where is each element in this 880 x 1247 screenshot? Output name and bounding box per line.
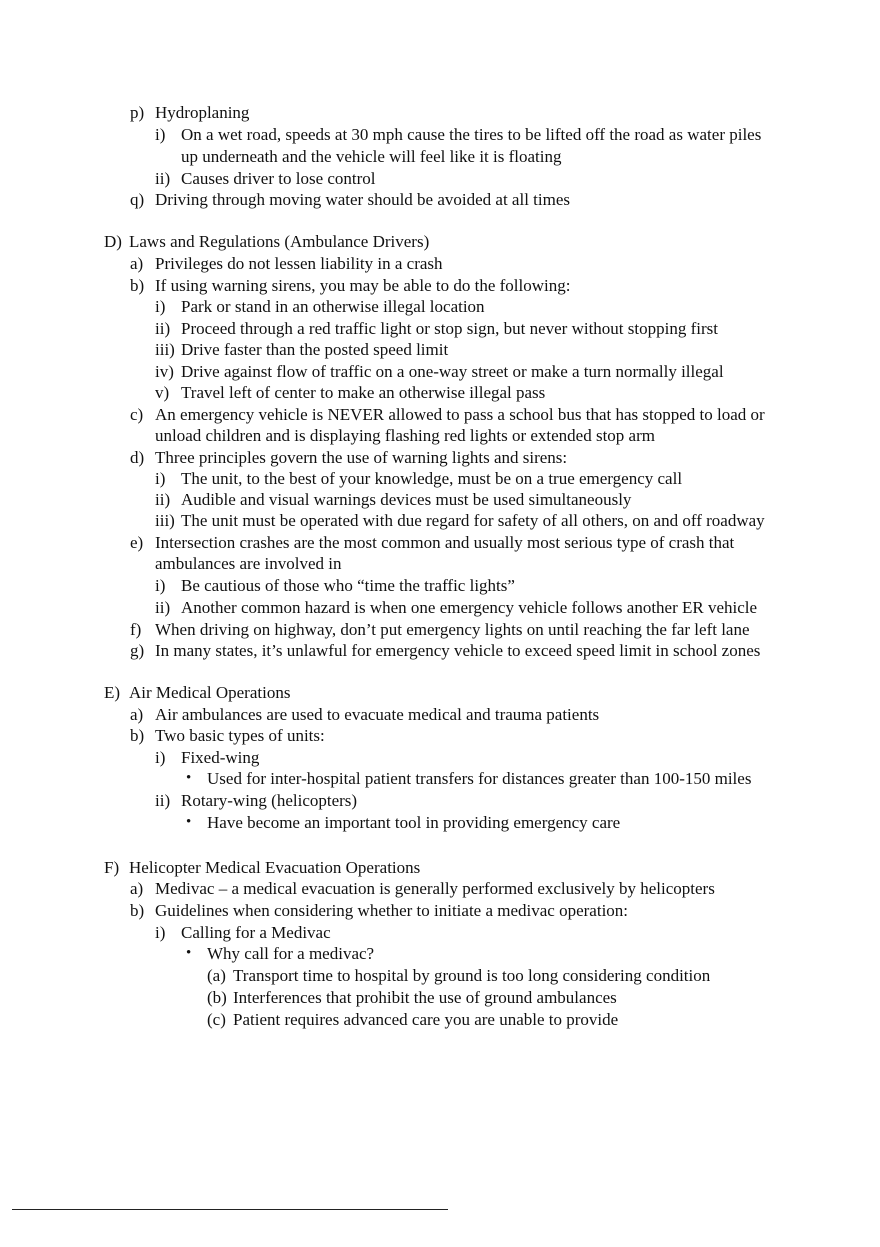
outline-text: Air ambulances are used to evacuate medical and trauma patients — [155, 705, 600, 724]
outline-marker: a) — [130, 705, 144, 724]
outline-marker: ii) — [155, 490, 171, 509]
outline-text: The unit must be operated with due regard for safety of all others, on and off roadway — [181, 511, 765, 530]
outline-marker: D) — [104, 232, 122, 251]
outline-marker: ii) — [155, 169, 171, 188]
bullet-marker: • — [186, 945, 192, 961]
outline-marker: i) — [155, 125, 166, 144]
outline-marker: i) — [155, 576, 166, 595]
outline-text: Air Medical Operations — [129, 683, 291, 702]
outline-text: Three principles govern the use of warning lights and sirens: — [155, 448, 568, 467]
outline-text: Interferences that prohibit the use of ground ambulances — [233, 988, 617, 1007]
outline-text: Fixed-wing — [181, 748, 260, 767]
outline-marker: iv) — [155, 362, 174, 381]
outline-marker: b) — [130, 726, 145, 745]
outline-text: Used for inter-hospital patient transfers for distances greater than 100-150 miles — [207, 769, 752, 788]
outline-marker: (b) — [207, 988, 227, 1007]
outline-marker: (a) — [207, 966, 226, 985]
outline-text: Causes driver to lose control — [181, 169, 376, 188]
outline-marker: d) — [130, 448, 145, 467]
outline-text: In many states, it’s unlawful for emergency vehicle to exceed speed limit in school zones — [155, 641, 761, 660]
footnote-separator-line — [12, 1209, 448, 1210]
outline-text: The unit, to the best of your knowledge, must be on a true emergency call — [181, 469, 683, 488]
outline-marker: c) — [130, 405, 144, 424]
outline-marker: b) — [130, 276, 145, 295]
outline-text: Calling for a Medivac — [181, 923, 331, 942]
outline-text: Privileges do not lessen liability in a crash — [155, 254, 443, 273]
outline-text: Why call for a medivac? — [207, 944, 375, 963]
outline-marker: ii) — [155, 791, 171, 810]
outline-text: Guidelines when considering whether to initiate a medivac operation: — [155, 901, 629, 920]
outline-marker: (c) — [207, 1010, 226, 1029]
outline-text: On a wet road, speeds at 30 mph cause the tires to be lifted off the road as water piles — [181, 125, 762, 144]
outline-text: Rotary-wing (helicopters) — [181, 791, 358, 810]
outline-text: Helicopter Medical Evacuation Operations — [129, 858, 421, 877]
outline-marker: i) — [155, 297, 166, 316]
outline-text: Have become an important tool in providing emergency care — [207, 813, 621, 832]
outline-text: Travel left of center to make an otherwise illegal pass — [181, 383, 546, 402]
outline-marker: q) — [130, 190, 145, 209]
outline-marker: f) — [130, 620, 142, 639]
outline-text: Drive against flow of traffic on a one-way street or make a turn normally illegal — [181, 362, 724, 381]
outline-text: Transport time to hospital by ground is too long considering condition — [233, 966, 711, 985]
outline-marker: iii) — [155, 340, 175, 359]
outline-marker: v) — [155, 383, 170, 402]
outline-text: When driving on highway, don’t put emergency lights on until reaching the far left lane — [155, 620, 750, 639]
outline-text: up underneath and the vehicle will feel like it is floating — [181, 147, 562, 166]
outline-text: An emergency vehicle is NEVER allowed to pass a school bus that has stopped to load or — [155, 405, 765, 424]
outline-marker: ii) — [155, 319, 171, 338]
bullet-marker: • — [186, 814, 192, 830]
outline-marker: e) — [130, 533, 144, 552]
outline-text: Another common hazard is when one emergency vehicle follows another ER vehicle — [181, 598, 758, 617]
outline-marker: i) — [155, 469, 166, 488]
outline-text: Proceed through a red traffic light or stop sign, but never without stopping first — [181, 319, 718, 338]
outline-marker: a) — [130, 254, 144, 273]
outline-marker: ii) — [155, 598, 171, 617]
outline-marker: b) — [130, 901, 145, 920]
outline-marker: F) — [104, 858, 120, 877]
outline-text: ambulances are involved in — [155, 554, 342, 573]
outline-text: Patient requires advanced care you are unable to provide — [233, 1010, 619, 1029]
outline-marker: iii) — [155, 511, 175, 530]
outline-text: Audible and visual warnings devices must be used simultaneously — [181, 490, 632, 509]
outline-text: If using warning sirens, you may be able to do the following: — [155, 276, 571, 295]
outline-marker: p) — [130, 103, 145, 122]
outline-marker: a) — [130, 879, 144, 898]
outline-marker: i) — [155, 748, 166, 767]
outline-text: Driving through moving water should be avoided at all times — [155, 190, 571, 209]
outline-text: Medivac – a medical evacuation is generally performed exclusively by helicopters — [155, 879, 715, 898]
outline-marker: i) — [155, 923, 166, 942]
outline-text: Be cautious of those who “time the traffic lights” — [181, 576, 515, 595]
outline-text: Hydroplaning — [155, 103, 250, 122]
outline-text: unload children and is displaying flashing red lights or extended stop arm — [155, 426, 655, 445]
outline-text: Drive faster than the posted speed limit — [181, 340, 449, 359]
outline-marker: E) — [104, 683, 121, 702]
outline-text: Intersection crashes are the most common and usually most serious type of crash that — [155, 533, 735, 552]
bullet-marker: • — [186, 770, 192, 786]
outline-text: Laws and Regulations (Ambulance Drivers) — [129, 232, 430, 251]
outline-marker: g) — [130, 641, 145, 660]
outline-text: Two basic types of units: — [155, 726, 325, 745]
outline-text: Park or stand in an otherwise illegal location — [181, 297, 485, 316]
